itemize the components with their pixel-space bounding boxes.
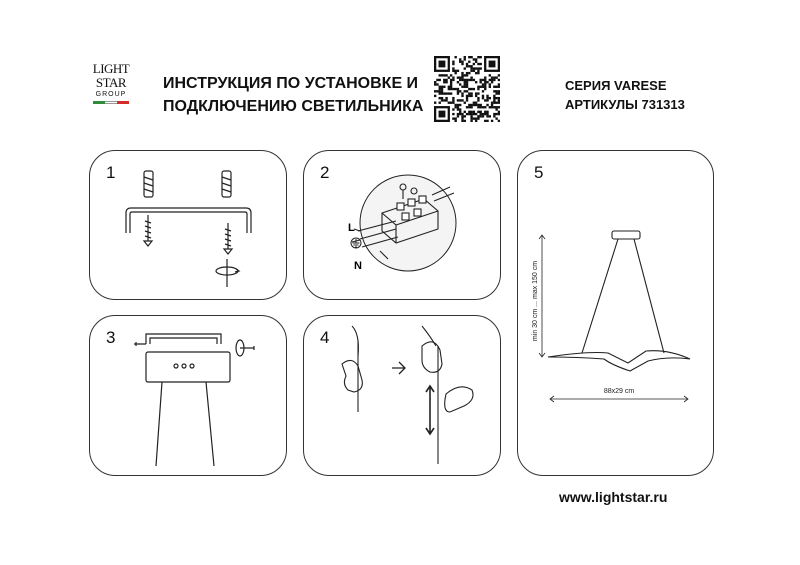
website-link[interactable]: www.lightstar.ru bbox=[559, 489, 668, 505]
mounting-bracket-illustration bbox=[90, 151, 286, 299]
step-4-panel bbox=[303, 315, 501, 476]
wiring-illustration bbox=[304, 151, 500, 299]
step-2-panel bbox=[303, 150, 501, 300]
logo-line-3: GROUP bbox=[95, 91, 127, 98]
neutral-wire-label: N bbox=[354, 260, 362, 272]
cable-adjustment-illustration bbox=[304, 316, 500, 475]
italian-flag-icon bbox=[93, 101, 129, 104]
dimensions-illustration bbox=[518, 151, 713, 475]
series-info bbox=[565, 76, 685, 114]
up-down-arrow-icon bbox=[426, 386, 434, 434]
hand-icon bbox=[422, 342, 442, 373]
canopy-icon bbox=[146, 352, 230, 382]
document-title bbox=[163, 72, 423, 118]
screw-icon bbox=[144, 215, 152, 246]
step-number: 4 bbox=[320, 328, 330, 347]
ground-icon bbox=[351, 238, 361, 248]
arrow-right-icon bbox=[392, 362, 405, 374]
logo-line-1: LIGHT bbox=[92, 61, 130, 76]
screw-icon bbox=[240, 346, 254, 350]
screw-icon bbox=[224, 223, 232, 254]
article-number: АРТИКУЛЫ 731313 bbox=[565, 97, 685, 112]
qr-code-icon bbox=[434, 56, 500, 122]
canopy-icon bbox=[612, 231, 640, 239]
suspension-cable bbox=[582, 239, 618, 353]
wall-plug-icon bbox=[144, 171, 153, 197]
luminaire-icon bbox=[548, 351, 690, 371]
wall-plug-icon bbox=[222, 171, 231, 197]
hand-icon bbox=[342, 360, 362, 392]
screw-icon bbox=[134, 342, 146, 346]
step-1-panel bbox=[89, 150, 287, 300]
logo-line-2: STAR bbox=[95, 75, 127, 90]
mounting-bracket-icon bbox=[146, 334, 221, 344]
title-line-1: ИНСТРУКЦИЯ ПО УСТАНОВКЕ И bbox=[163, 75, 419, 92]
canopy-mounting-illustration bbox=[90, 316, 286, 475]
width-dimension-label: 88x29 cm bbox=[603, 388, 635, 395]
step-3-panel bbox=[89, 315, 287, 476]
step-number: 1 bbox=[106, 163, 116, 182]
step-number: 3 bbox=[106, 328, 116, 347]
step-number: 5 bbox=[534, 163, 544, 182]
step-5-panel bbox=[517, 150, 714, 476]
height-dimension-label: min 30 cm ... max 150 cm bbox=[532, 260, 539, 342]
hand-icon bbox=[445, 387, 473, 412]
series-name: СЕРИЯ VARESE bbox=[565, 78, 667, 93]
step-number: 2 bbox=[320, 163, 330, 182]
suspension-cable bbox=[156, 382, 162, 466]
suspension-cable bbox=[634, 239, 664, 353]
suspension-cable bbox=[206, 382, 214, 466]
title-line-2: ПОДКЛЮЧЕНИЮ СВЕТИЛЬНИКА bbox=[163, 98, 424, 115]
lightstar-logo bbox=[88, 62, 134, 104]
live-wire-label: L bbox=[348, 222, 355, 234]
rotate-arrow-icon bbox=[216, 259, 239, 287]
